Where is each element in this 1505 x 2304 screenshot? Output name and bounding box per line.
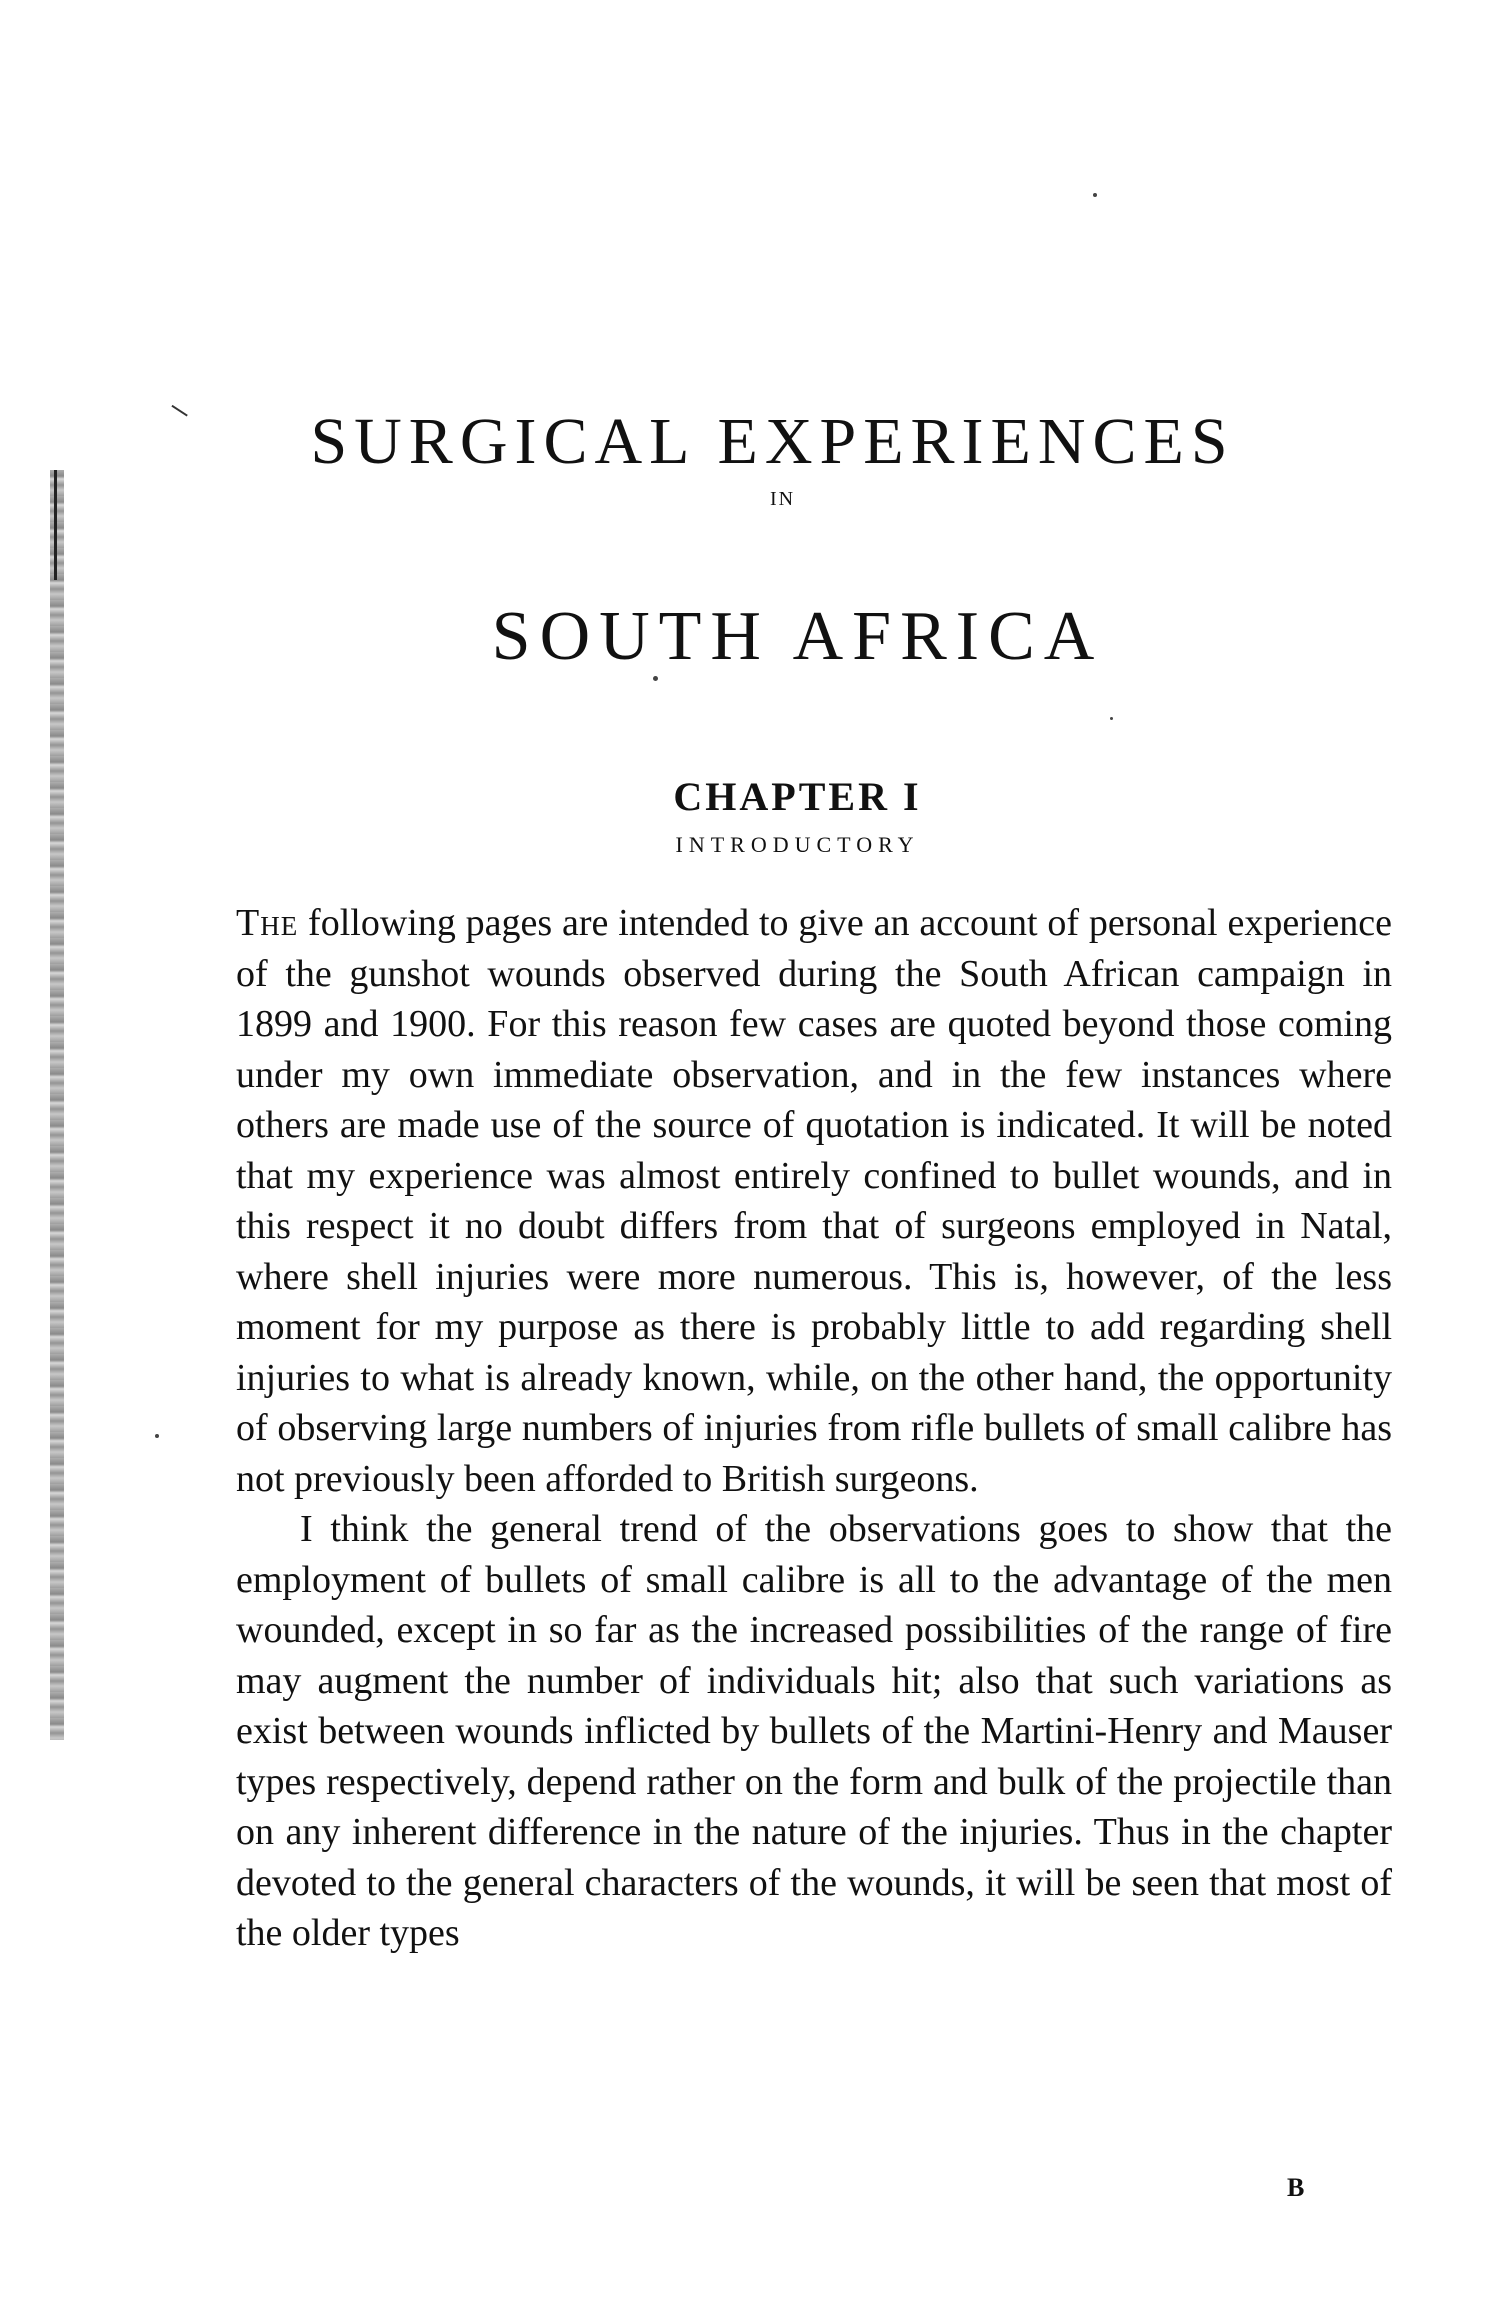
binding-line [54,470,57,580]
paragraph-1 [236,898,1392,1504]
paragraph-1-text: following pages are intended to give an account of personal experience of the gunshot wounds observed during the South African campaign in 1899 and 1900. For this reason few cases are quoted beyond those coming under my own immediate observation, and in the few instances where others are made use of the source of quotation is indicated. It will be noted that my experience was almost entirely confined to bullet wounds, and in this respect it no doubt differs from that of surgeons employed in Natal, where shell injuries were more numerous. This is, however, of the less moment for my purpose as there is probably little to add regarding shell injuries to what is already known, while, on the other hand, the opportunity of observing large numbers of injuries from rifle bullets of small calibre has not previously been afforded to British surgeons. [236,902,1392,1500]
pencil-mark-icon: ⸜ [164,380,192,426]
paper-speck [1110,717,1113,720]
paper-speck [155,1434,159,1438]
book-title-line-2: SOUTH AFRICA [491,597,1104,675]
paragraph-1-lead: The [236,902,299,944]
signature-mark: B [1287,2173,1305,2202]
paragraph-2: I think the general trend of the observations goes to show that the employment of bullets of small calibre is all to the advantage of the men wounded, except in so far as the increased possibilities of the range of fire may augment the number of individuals hit; also that such variations as exist between wounds inflicted by bullets of the Martini-Henry and Mauser types respectively, depend rather on the form and bulk of the projectile than on any inherent difference in the nature of the injuries. Thus in the chapter devoted to the general characters of the wounds, it will be seen that most of the older types [236,1508,1392,1954]
chapter-body [236,898,1392,1959]
book-title-line-1: SURGICAL EXPERIENCES [310,405,1235,479]
chapter-heading: CHAPTER I [673,774,922,820]
chapter-subtitle: INTRODUCTORY [675,832,920,857]
book-title-connector: IN [769,488,796,510]
paper-speck [1093,193,1097,197]
